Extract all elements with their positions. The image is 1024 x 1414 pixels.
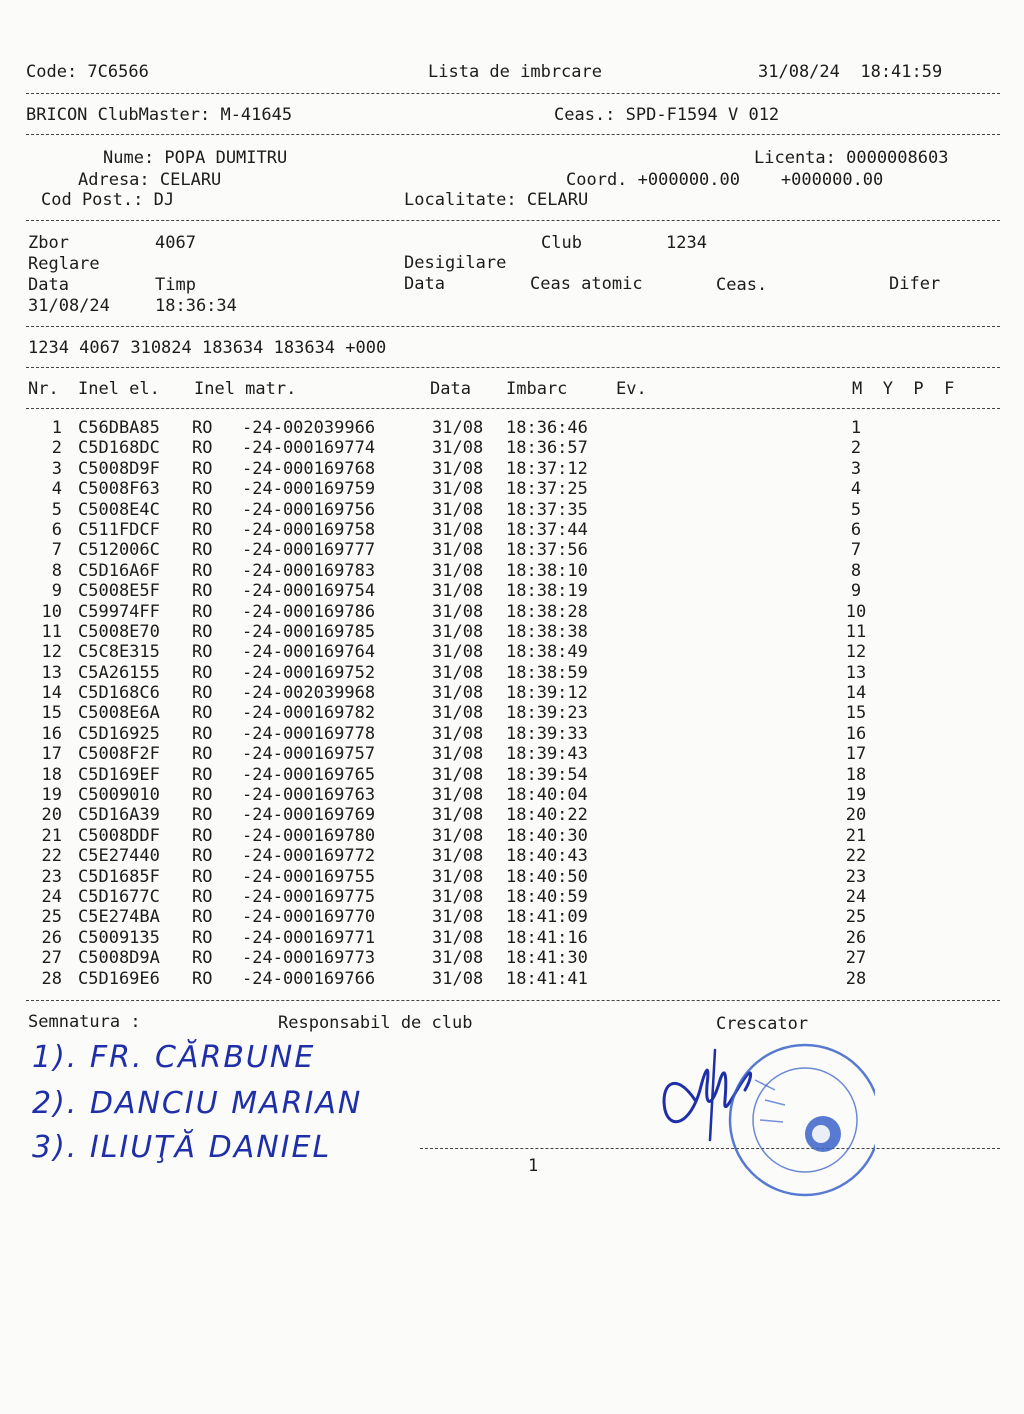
ring-country: RO — [192, 540, 213, 561]
table-row — [26, 540, 986, 560]
row-number: 9 — [51, 581, 62, 602]
owner-postal-code: Cod Post.: DJ — [41, 190, 175, 210]
basketing-time: 18:41:16 — [506, 927, 588, 948]
table-row — [26, 928, 986, 948]
basketing-date: 31/08 — [432, 621, 484, 642]
ring-registration: -24-000169765 — [242, 764, 376, 785]
mark-m: 22 — [845, 846, 867, 867]
electronic-ring: C5009010 — [78, 785, 160, 806]
basketing-date: 31/08 — [432, 642, 484, 663]
ring-country: RO — [192, 866, 213, 887]
table-row — [26, 826, 986, 846]
ring-country: RO — [192, 968, 213, 989]
basketing-time: 18:38:49 — [506, 642, 588, 663]
owner-coordinates: Coord. +000000.00 +000000.00 — [566, 170, 884, 190]
row-number: 11 — [41, 621, 62, 642]
divider — [26, 1000, 1000, 1001]
electronic-ring: C5C8E315 — [78, 642, 160, 663]
electronic-ring: C5D16A39 — [78, 805, 160, 826]
row-number: 25 — [41, 907, 62, 928]
summary-line: 1234 4067 310824 183634 183634 +000 — [28, 338, 387, 358]
mark-m: 13 — [845, 662, 867, 683]
mark-m: 25 — [845, 907, 867, 928]
row-number: 14 — [41, 683, 62, 704]
divider — [26, 367, 1000, 368]
basketing-time: 18:39:54 — [506, 764, 588, 785]
breeder-label: Crescator — [716, 1014, 809, 1034]
ring-country: RO — [192, 438, 213, 459]
club-number: 1234 — [666, 233, 707, 253]
row-number: 27 — [41, 948, 62, 969]
reglare-time-label: Timp — [155, 275, 196, 295]
owner-name: Nume: POPA DUMITRU — [103, 148, 288, 168]
basketing-date: 31/08 — [432, 418, 484, 438]
club-label: Club — [541, 233, 582, 253]
ring-registration: -24-000169759 — [242, 479, 376, 500]
mark-m: 20 — [845, 805, 867, 826]
ring-registration: -24-000169778 — [242, 723, 376, 744]
mark-m: 6 — [850, 519, 862, 540]
ring-registration: -24-000169782 — [242, 703, 376, 724]
club-responsible-label: Responsabil de club — [278, 1013, 473, 1033]
row-number: 23 — [41, 866, 62, 887]
mark-m: 28 — [845, 968, 867, 989]
ring-registration: -24-000169768 — [242, 458, 376, 479]
basketing-date: 31/08 — [432, 499, 484, 520]
basketing-time: 18:38:10 — [506, 560, 588, 581]
basketing-date: 31/08 — [432, 846, 484, 867]
basketing-date: 31/08 — [432, 948, 484, 969]
basketing-time: 18:41:09 — [506, 907, 588, 928]
desigilare-date-label: Data — [404, 274, 445, 294]
table-row — [26, 785, 986, 805]
mark-m: 3 — [850, 458, 862, 479]
basketing-time: 18:40:22 — [506, 805, 588, 826]
ring-registration: -24-000169770 — [242, 907, 376, 928]
electronic-ring: C5008E5F — [78, 581, 160, 602]
ring-registration: -24-000169785 — [242, 621, 376, 642]
table-row — [26, 642, 986, 662]
row-number: 15 — [41, 703, 62, 724]
table-row — [26, 418, 986, 438]
clock-label: Ceas. — [716, 275, 768, 295]
basketing-time: 18:38:28 — [506, 601, 588, 622]
reglare-time: 18:36:34 — [155, 296, 237, 316]
ring-country: RO — [192, 581, 213, 602]
ring-registration: -24-002039968 — [242, 683, 376, 704]
basketing-date: 31/08 — [432, 438, 484, 459]
electronic-ring: C5E274BA — [78, 907, 160, 928]
mark-m: 10 — [845, 601, 867, 622]
row-number: 17 — [41, 744, 62, 765]
divider — [26, 134, 1000, 135]
col-inel-matr: Inel matr. — [194, 379, 297, 399]
electronic-ring: C5009135 — [78, 927, 160, 948]
electronic-ring: C5D169E6 — [78, 968, 160, 989]
basketing-time: 18:38:38 — [506, 621, 588, 642]
basketing-date: 31/08 — [432, 519, 484, 540]
row-number: 13 — [41, 662, 62, 683]
reglare-date: 31/08/24 — [28, 296, 110, 316]
basketing-date: 31/08 — [432, 805, 484, 826]
table-row — [26, 887, 986, 907]
mark-m: 15 — [845, 703, 867, 724]
ring-country: RO — [192, 560, 213, 581]
owner-license: Licenta: 0000008603 — [754, 148, 949, 168]
basketing-time: 18:41:41 — [506, 968, 588, 989]
basketing-time: 18:37:35 — [506, 499, 588, 520]
mark-m: 17 — [845, 744, 867, 765]
flight-number: 4067 — [155, 233, 196, 253]
basketing-date: 31/08 — [432, 601, 484, 622]
ring-country: RO — [192, 805, 213, 826]
ring-country: RO — [192, 418, 213, 438]
table-row — [26, 581, 986, 601]
basketing-time: 18:37:25 — [506, 479, 588, 500]
row-number: 1 — [51, 418, 62, 438]
mark-m: 21 — [845, 825, 867, 846]
ring-registration: -24-000169764 — [242, 642, 376, 663]
ring-registration: -24-000169766 — [242, 968, 376, 989]
ring-country: RO — [192, 519, 213, 540]
table-row — [26, 459, 986, 479]
electronic-ring: C5D168C6 — [78, 683, 160, 704]
col-imbarc: Imbarc — [506, 379, 568, 399]
ring-registration: -24-000169773 — [242, 948, 376, 969]
electronic-ring: C5008D9F — [78, 458, 160, 479]
table-row — [26, 805, 986, 825]
divider — [26, 408, 1000, 409]
table-row — [26, 602, 986, 622]
signature-label: Semnatura : — [28, 1012, 141, 1032]
table-row — [26, 765, 986, 785]
handwritten-signature-2: 2). DANCIU MARIAN — [32, 1086, 363, 1121]
basketing-time: 18:40:04 — [506, 785, 588, 806]
ring-country: RO — [192, 744, 213, 765]
row-number: 22 — [41, 846, 62, 867]
basketing-date: 31/08 — [432, 581, 484, 602]
electronic-ring: C5008F2F — [78, 744, 160, 765]
reglare-label: Reglare — [28, 254, 100, 274]
desigilare-label: Desigilare — [404, 253, 507, 273]
mark-m: 8 — [850, 560, 862, 581]
row-number: 7 — [51, 540, 62, 561]
ring-country: RO — [192, 479, 213, 500]
ring-registration: -24-000169774 — [242, 438, 376, 459]
ring-country: RO — [192, 825, 213, 846]
ring-registration: -24-000169786 — [242, 601, 376, 622]
electronic-ring: C5D16A6F — [78, 560, 160, 581]
electronic-ring: C511FDCF — [78, 519, 160, 540]
ring-country: RO — [192, 621, 213, 642]
owner-locality: Localitate: CELARU — [404, 190, 589, 210]
table-row — [26, 663, 986, 683]
ring-registration: -24-000169763 — [242, 785, 376, 806]
electronic-ring: C59974FF — [78, 601, 160, 622]
col-data: Data — [430, 379, 471, 399]
row-number: 21 — [41, 825, 62, 846]
table-row — [26, 846, 986, 866]
ring-country: RO — [192, 785, 213, 806]
ring-country: RO — [192, 723, 213, 744]
electronic-ring: C56DBA85 — [78, 418, 160, 438]
divider — [26, 326, 1000, 327]
clubmaster-id: BRICON ClubMaster: M-41645 — [26, 105, 293, 125]
row-number: 6 — [51, 519, 62, 540]
basketing-table — [26, 418, 986, 989]
ring-country: RO — [192, 683, 213, 704]
basketing-date: 31/08 — [432, 683, 484, 704]
ring-registration: -24-000169775 — [242, 886, 376, 907]
table-row — [26, 438, 986, 458]
electronic-ring: C5008D9A — [78, 948, 160, 969]
ring-country: RO — [192, 703, 213, 724]
table-row — [26, 703, 986, 723]
basketing-date: 31/08 — [432, 723, 484, 744]
basketing-time: 18:40:59 — [506, 886, 588, 907]
ring-registration: -24-000169780 — [242, 825, 376, 846]
ring-registration: -24-000169756 — [242, 499, 376, 520]
mark-m: 26 — [845, 927, 867, 948]
basketing-time: 18:36:46 — [506, 418, 588, 438]
basketing-time: 18:40:50 — [506, 866, 588, 887]
row-number: 16 — [41, 723, 62, 744]
owner-address: Adresa: CELARU — [78, 170, 222, 190]
mark-m: 2 — [850, 438, 862, 459]
mark-m: 18 — [845, 764, 867, 785]
mark-m: 4 — [850, 479, 862, 500]
club-stamp-icon — [655, 1030, 875, 1200]
divider — [26, 220, 1000, 221]
page-number: 1 — [528, 1156, 539, 1176]
basketing-time: 18:36:57 — [506, 438, 588, 459]
basketing-date: 31/08 — [432, 866, 484, 887]
electronic-ring: C5008F63 — [78, 479, 160, 500]
electronic-ring: C5008E4C — [78, 499, 160, 520]
ring-country: RO — [192, 458, 213, 479]
electronic-ring: C5E27440 — [78, 846, 160, 867]
basketing-time: 18:39:33 — [506, 723, 588, 744]
ring-country: RO — [192, 601, 213, 622]
row-number: 12 — [41, 642, 62, 663]
table-row — [26, 561, 986, 581]
mark-m: 27 — [845, 948, 867, 969]
basketing-date: 31/08 — [432, 662, 484, 683]
col-myp: M Y P F — [852, 379, 955, 399]
basketing-time: 18:40:30 — [506, 825, 588, 846]
table-row — [26, 622, 986, 642]
basketing-date: 31/08 — [432, 744, 484, 765]
ring-country: RO — [192, 642, 213, 663]
mark-m: 11 — [845, 621, 867, 642]
mark-m: 19 — [845, 785, 867, 806]
basketing-time: 18:37:44 — [506, 519, 588, 540]
electronic-ring: C5008E6A — [78, 703, 160, 724]
ring-registration: -24-000169752 — [242, 662, 376, 683]
basketing-date: 31/08 — [432, 968, 484, 989]
basketing-time: 18:37:56 — [506, 540, 588, 561]
mark-m: 5 — [850, 499, 862, 520]
row-number: 18 — [41, 764, 62, 785]
table-row — [26, 479, 986, 499]
basketing-date: 31/08 — [432, 825, 484, 846]
table-row — [26, 867, 986, 887]
divider — [26, 93, 1000, 94]
row-number: 3 — [51, 458, 62, 479]
print-datetime: 31/08/24 18:41:59 — [758, 62, 943, 82]
mark-m: 14 — [845, 683, 867, 704]
electronic-ring: C512006C — [78, 540, 160, 561]
ring-registration: -24-000169755 — [242, 866, 376, 887]
ring-registration: -24-000169783 — [242, 560, 376, 581]
electronic-ring: C5008DDF — [78, 825, 160, 846]
basketing-time: 18:38:19 — [506, 581, 588, 602]
row-number: 4 — [51, 479, 62, 500]
col-inel-el: Inel el. — [78, 379, 160, 399]
mark-m: 7 — [850, 540, 862, 561]
table-row — [26, 744, 986, 764]
electronic-ring: C5D169EF — [78, 764, 160, 785]
flight-label: Zbor — [28, 233, 69, 253]
electronic-ring: C5D168DC — [78, 438, 160, 459]
difference-label: Difer — [889, 274, 941, 294]
basketing-date: 31/08 — [432, 479, 484, 500]
row-number: 8 — [51, 560, 62, 581]
reglare-date-label: Data — [28, 275, 69, 295]
row-number: 26 — [41, 927, 62, 948]
basketing-date: 31/08 — [432, 907, 484, 928]
handwritten-signature-3: 3). ILIUŢĂ DANIEL — [32, 1130, 332, 1165]
mark-m: 9 — [850, 581, 862, 602]
clock-id: Ceas.: SPD-F1594 V 012 — [554, 105, 780, 125]
ring-country: RO — [192, 846, 213, 867]
ring-country: RO — [192, 907, 213, 928]
basketing-date: 31/08 — [432, 927, 484, 948]
ring-registration: -24-000169772 — [242, 846, 376, 867]
table-row — [26, 969, 986, 989]
basketing-time: 18:39:43 — [506, 744, 588, 765]
table-row — [26, 683, 986, 703]
ring-registration: -24-000169757 — [242, 744, 376, 765]
ring-country: RO — [192, 662, 213, 683]
mark-m: 12 — [845, 642, 867, 663]
basketing-time: 18:39:12 — [506, 683, 588, 704]
table-row — [26, 948, 986, 968]
ring-country: RO — [192, 886, 213, 907]
basketing-time: 18:41:30 — [506, 948, 588, 969]
table-row — [26, 724, 986, 744]
electronic-ring: C5A26155 — [78, 662, 160, 683]
basketing-time: 18:38:59 — [506, 662, 588, 683]
row-number: 5 — [51, 499, 62, 520]
row-number: 20 — [41, 805, 62, 826]
document-code: Code: 7C6566 — [26, 62, 149, 82]
ring-country: RO — [192, 948, 213, 969]
row-number: 19 — [41, 785, 62, 806]
basketing-time: 18:39:23 — [506, 703, 588, 724]
electronic-ring: C5D16925 — [78, 723, 160, 744]
mark-m: 16 — [845, 723, 867, 744]
basketing-date: 31/08 — [432, 540, 484, 561]
mark-m: 24 — [845, 886, 867, 907]
basketing-time: 18:40:43 — [506, 846, 588, 867]
col-ev: Ev. — [616, 379, 647, 399]
basketing-date: 31/08 — [432, 785, 484, 806]
row-number: 28 — [41, 968, 62, 989]
ring-registration: -24-000169758 — [242, 519, 376, 540]
ring-registration: -24-000169769 — [242, 805, 376, 826]
document-title: Lista de imbrcare — [428, 62, 602, 82]
mark-m: 1 — [850, 418, 862, 438]
table-row — [26, 907, 986, 927]
ring-registration: -24-000169754 — [242, 581, 376, 602]
electronic-ring: C5D1677C — [78, 886, 160, 907]
basketing-date: 31/08 — [432, 886, 484, 907]
basketing-date: 31/08 — [432, 560, 484, 581]
ring-country: RO — [192, 499, 213, 520]
basketing-date: 31/08 — [432, 703, 484, 724]
mark-m: 23 — [845, 866, 867, 887]
handwritten-signature-1: 1). FR. CĂRBUNE — [32, 1040, 316, 1075]
electronic-ring: C5008E70 — [78, 621, 160, 642]
basketing-date: 31/08 — [432, 458, 484, 479]
row-number: 24 — [41, 886, 62, 907]
basketing-time: 18:37:12 — [506, 458, 588, 479]
electronic-ring: C5D1685F — [78, 866, 160, 887]
table-row — [26, 500, 986, 520]
basketing-date: 31/08 — [432, 764, 484, 785]
ring-registration: -24-000169771 — [242, 927, 376, 948]
atomic-clock-label: Ceas atomic — [530, 274, 643, 294]
row-number: 10 — [41, 601, 62, 622]
table-row — [26, 520, 986, 540]
ring-registration: -24-000169777 — [242, 540, 376, 561]
ring-country: RO — [192, 764, 213, 785]
ring-registration: -24-002039966 — [242, 418, 376, 438]
ring-country: RO — [192, 927, 213, 948]
row-number: 2 — [51, 438, 62, 459]
col-nr: Nr. — [28, 379, 59, 399]
